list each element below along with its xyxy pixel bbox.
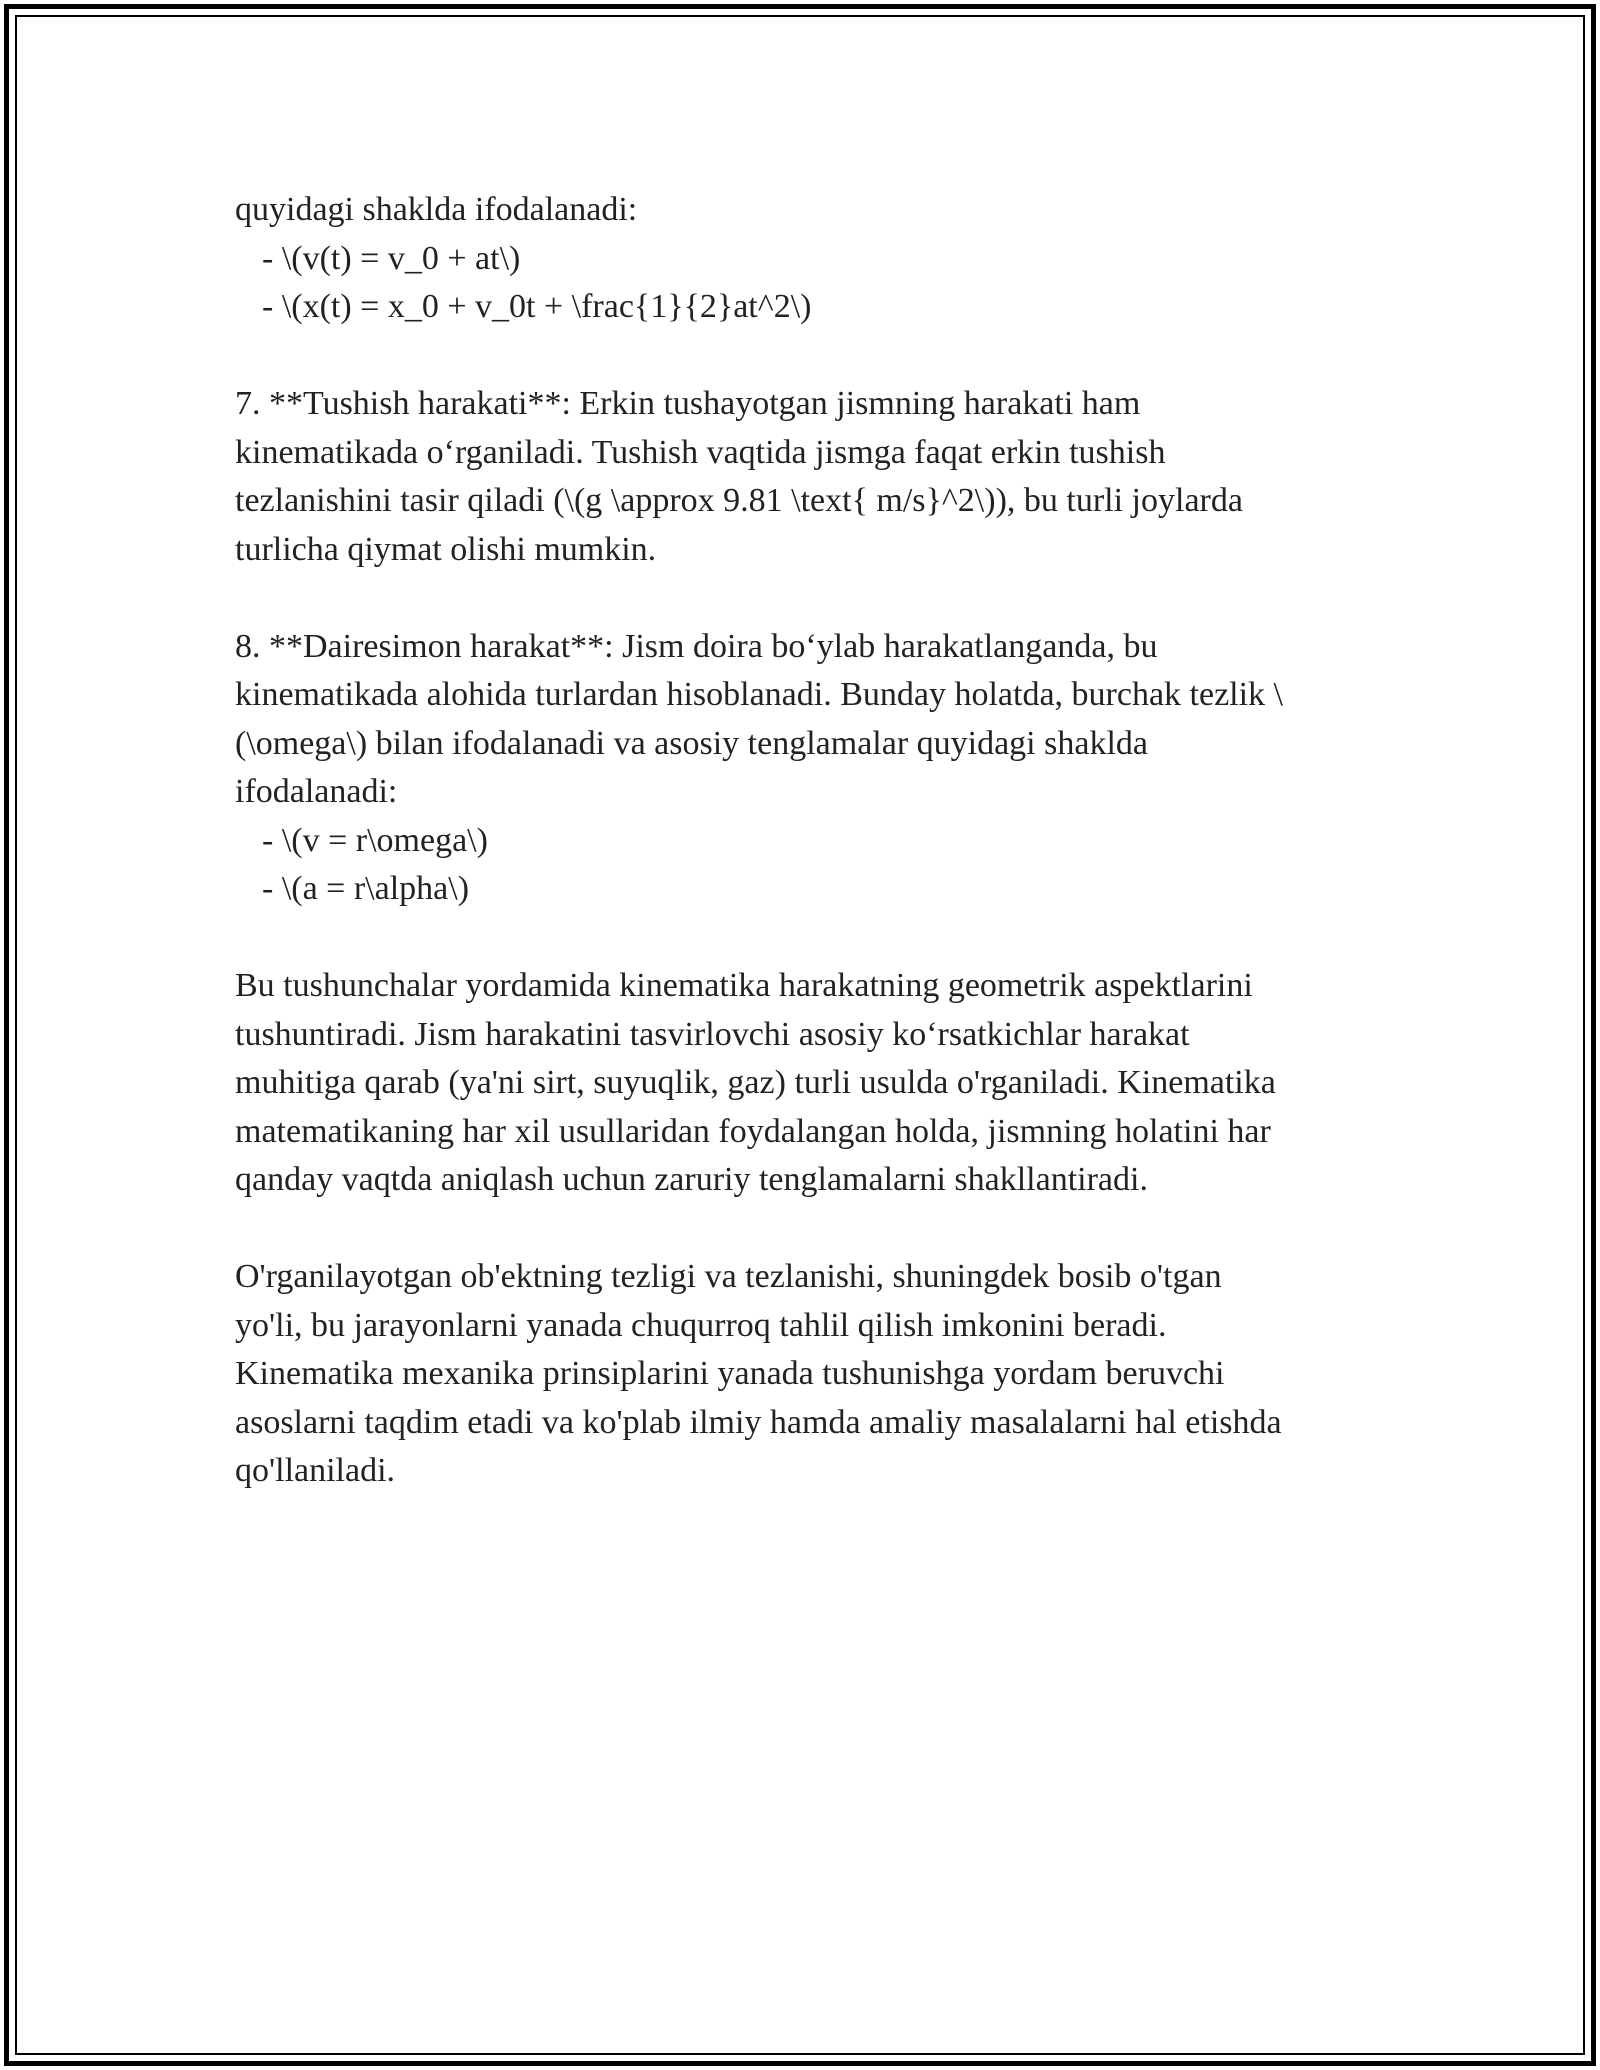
text-line: turlicha qiymat olishi mumkin.: [235, 530, 657, 568]
text-line: muhitiga qarab (ya'ni sirt, suyuqlik, gaz) turli usulda o'rganiladi. Kinematika: [235, 1064, 1276, 1101]
formula-line: - \(a = r\alpha\): [262, 870, 470, 907]
text-line: ifodalanadi:: [235, 773, 398, 810]
text-line: (\omega\) bilan ifodalanadi va asosiy tenglamalar quyidagi shaklda: [235, 724, 1148, 762]
summary-paragraph-2: [235, 1253, 1375, 1496]
formula-line: - \(v = r\omega\): [262, 821, 488, 859]
text-line: yo'li, bu jarayonlarni yanada chuqurroq tahlil qilish imkonini beradi.: [235, 1306, 1167, 1344]
text-line: qanday vaqtda aniqlash uchun zaruriy tenglamalarni shakllantiradi.: [235, 1161, 1148, 1198]
intro-block: [235, 186, 1375, 235]
text-line: asoslarni taqdim etadi va ko'plab ilmiy hamda amaliy masalalarni hal etishda: [235, 1403, 1282, 1441]
text-line: tezlanishini tasir qiladi (\(g \approx 9.81 \text{ m/s}^2\)), bu turli joylarda: [235, 482, 1243, 519]
text-line: 8. **Dairesimon harakat**: Jism doira boʻylab harakatlanganda, bu: [235, 627, 1158, 665]
paragraph-gap: [235, 574, 1375, 623]
paragraph-gap: [235, 914, 1375, 963]
paragraph-gap: [235, 332, 1375, 381]
paragraph-gap: [235, 1205, 1375, 1254]
text-line: Kinematika mexanika prinsiplarini yanada tushunishga yordam beruvchi: [235, 1355, 1225, 1392]
item-8-paragraph: [235, 623, 1375, 817]
text-line: kinematikada alohida turlardan hisoblanadi. Bunday holatda, burchak tezlik \: [235, 676, 1284, 713]
formula-line: - \(v(t) = v_0 + at\): [262, 239, 521, 277]
text-line: quyidagi shaklda ifodalanadi:: [235, 191, 638, 228]
text-line: 7. **Tushish harakati**: Erkin tushayotgan jismning harakati ham: [235, 385, 1141, 422]
summary-paragraph-1: [235, 962, 1375, 1205]
formula-list-1: [235, 235, 1375, 332]
text-line: tushuntiradi. Jism harakatini tasvirlovchi asosiy koʻrsatkichlar harakat: [235, 1015, 1190, 1053]
formula-list-2: [235, 817, 1375, 914]
item-7-paragraph: [235, 380, 1375, 574]
text-line: qo'llaniladi.: [235, 1452, 396, 1489]
document-body: [235, 186, 1375, 1496]
text-line: O'rganilayotgan ob'ektning tezligi va tezlanishi, shuningdek bosib o'tgan: [235, 1258, 1222, 1295]
text-line: kinematikada oʻrganiladi. Tushish vaqtida jismga faqat erkin tushish: [235, 433, 1166, 471]
formula-line: - \(x(t) = x_0 + v_0t + \frac{1}{2}at^2\): [262, 288, 812, 325]
text-line: matematikaning har xil usullaridan foydalangan holda, jismning holatini har: [235, 1112, 1271, 1150]
text-line: Bu tushunchalar yordamida kinematika harakatning geometrik aspektlarini: [235, 967, 1253, 1004]
